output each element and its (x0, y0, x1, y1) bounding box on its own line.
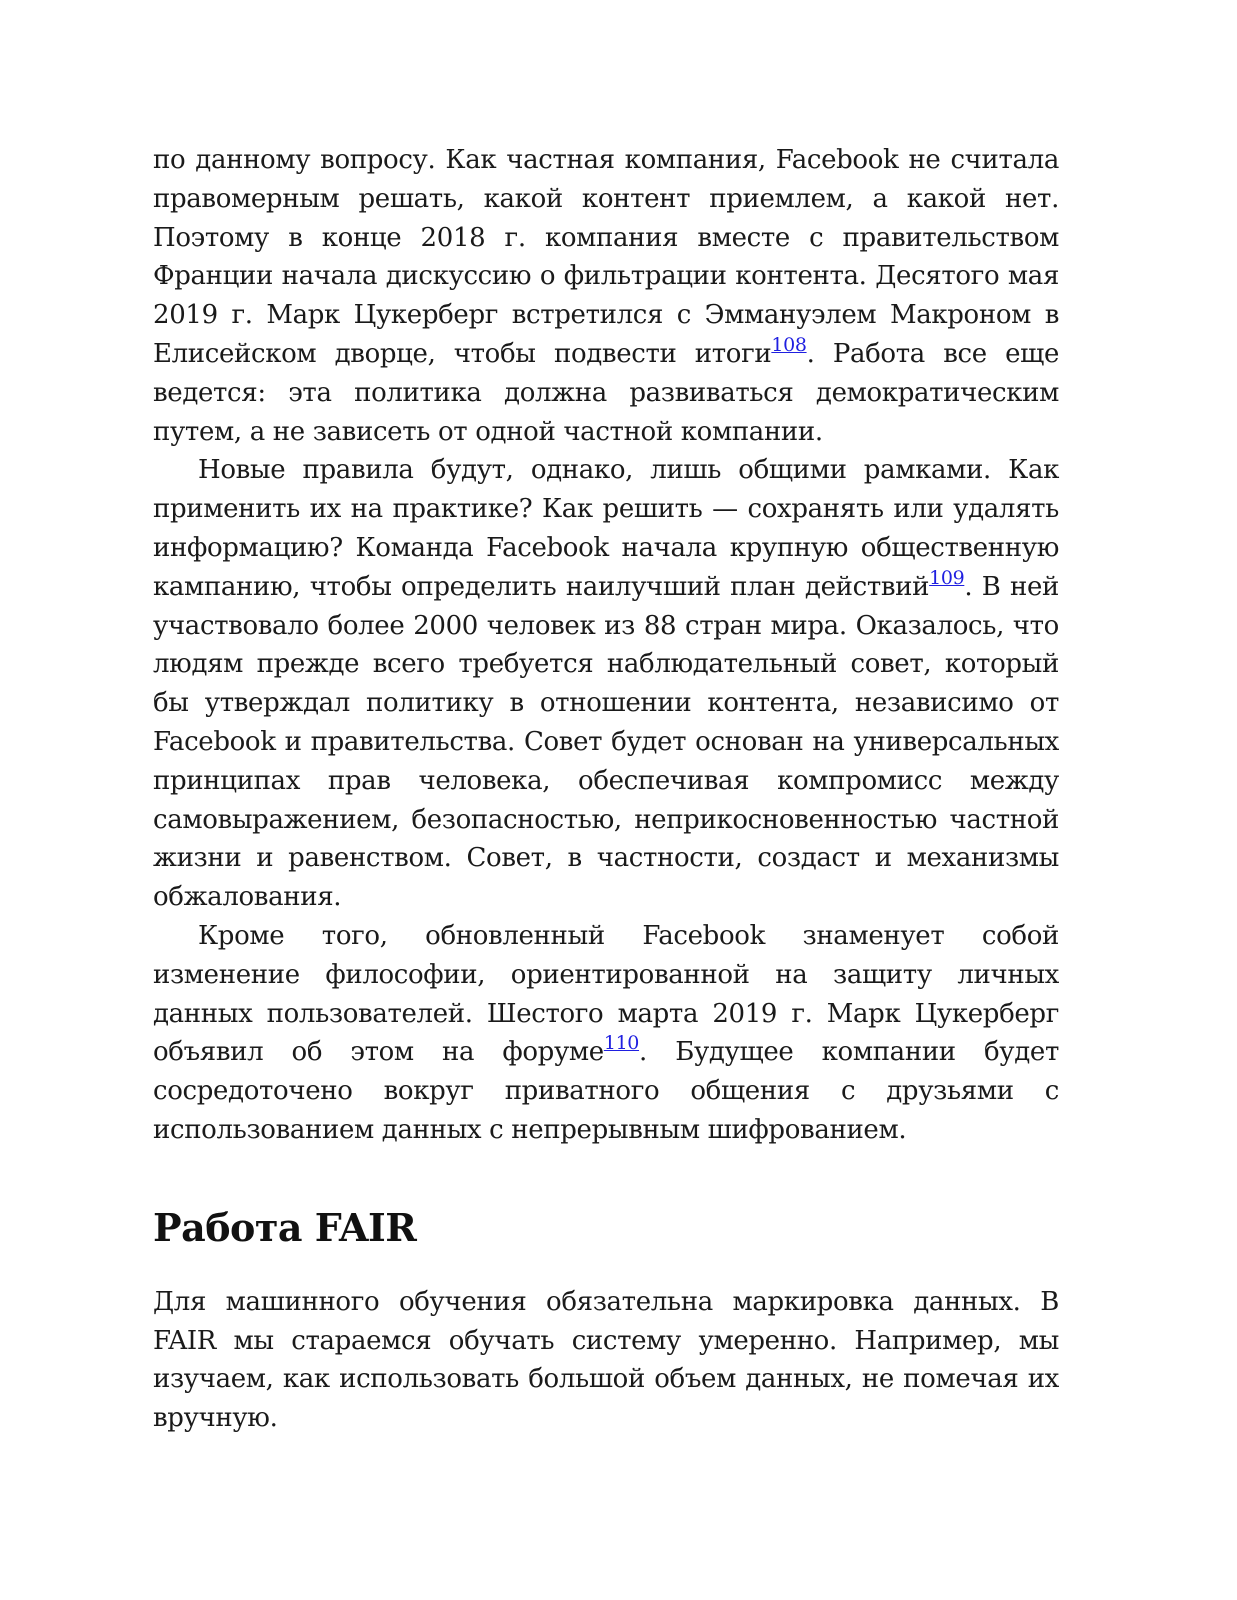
paragraph-2-text-a: Новые правила будут, однако, лишь общими рамками. Как применить их на практике? Как решить — сохранять или удалять информацию? Команда Facebook начала крупную общественную кампанию, чтобы определить наилучший план действий (153, 455, 1059, 602)
footnote-link-109[interactable]: 109 (929, 566, 965, 589)
footnote-link-110[interactable]: 110 (603, 1032, 640, 1055)
paragraph-3-text-a: Кроме того, обновленный Facebook знаменует собой изменение философии, ориентированной на защиту личных данных пользователей. Шестого марта 2019 г. Марк Цукерберг объявил об этом на форуме (153, 920, 1059, 1068)
document-page (153, 141, 1059, 1438)
paragraph-2-text-b: . В ней участвовало более 2000 человек из 88 стран мира. Оказалось, что людям прежде всего требуется наблюдательный совет, который бы утверждал политику в отношении контента, независимо от Facebook и правительства. Совет будет основан на универсальных принципах прав человека, обеспечивая компромисс между самовыражением, безопасностью, неприкосновенностью частной жизни и равенством. Совет, в частности, создаст и механизмы обжалования. (153, 571, 1059, 913)
paragraph-1-text-a: по данному вопросу. Как частная компания, Facebook не считала правомерным решать, какой контент приемлем, а какой нет. Поэтому в конце 2018 г. компания вместе с правительством Франции начала дискуссию о фильтрации контента. Десятого мая 2019 г. Марк Цукерберг встретился с Эммануэлем Макроном в Елисейском дворце, чтобы подвести итоги (153, 145, 1059, 369)
section-paragraph: Для машинного обучения обязательна маркировка данных. В FAIR мы стараемся обучать систему умеренно. Например, мы изучаем, как использовать большой объем данных, не помечая их вручную. (153, 1286, 1059, 1434)
paragraph-3-text-b: . Будущее компании будет сосредоточено вокруг приватного общения с друзьями с использованием данных с непрерывным шифрованием. (153, 1037, 1059, 1145)
section-heading: Работа FAIR (153, 1204, 417, 1250)
paragraph-3 (153, 917, 1059, 1150)
paragraph-2 (153, 451, 1059, 917)
paragraph-1-text-b: . Работа все еще ведется: эта политика должна развиваться демократическим путем, а не зависеть от одной частной компании. (153, 338, 1059, 447)
paragraph-1 (153, 141, 1059, 451)
footnote-link-108[interactable]: 108 (771, 333, 807, 356)
